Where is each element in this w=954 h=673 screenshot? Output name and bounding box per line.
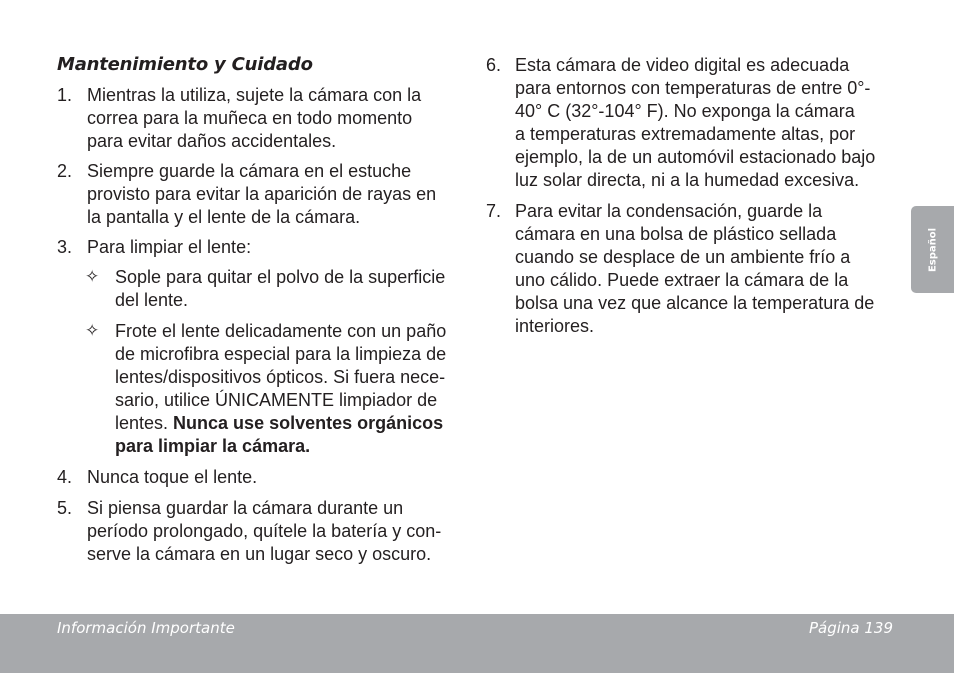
item-number: 2. — [57, 161, 73, 181]
text-line: cuando se desplace de un ambiente frío a — [515, 247, 851, 267]
item-number: 7. — [486, 201, 502, 221]
text-line: Frote el lente delicadamente con un paño — [115, 321, 447, 341]
sub-item-text — [115, 320, 472, 458]
text-line: período prolongado, quítele la batería y con- — [87, 521, 442, 541]
text-line: luz solar directa, ni a la humedad excesiva. — [515, 170, 860, 190]
text-line: lentes/dispositivos ópticos. Si fuera nece- — [115, 367, 446, 387]
text-line: del lente. — [115, 290, 189, 310]
language-tab — [911, 206, 954, 293]
text-normal: lentes. — [115, 413, 174, 433]
text-line: Mientras la utiliza, sujete la cámara con la — [87, 85, 422, 105]
text-line: para entornos con temperaturas de entre 0°- — [515, 78, 871, 98]
text-line: bolsa una vez que alcance la temperatura de — [515, 293, 875, 313]
text-line: Para evitar la condensación, guarde la — [515, 201, 823, 221]
warning-text: para limpiar la cámara. — [115, 436, 311, 456]
text-line: provisto para evitar la aparición de rayas en — [87, 184, 437, 204]
sparkle-bullet-icon: ✧ — [85, 321, 100, 341]
text-line: la pantalla y el lente de la cámara. — [87, 207, 361, 227]
text-line: sario, utilice ÚNICAMENTE limpiador de — [115, 390, 438, 410]
footer-section-title: Información Importante — [57, 619, 235, 637]
footer-bar — [0, 614, 954, 673]
text-line: para evitar daños accidentales. — [87, 131, 337, 151]
text-line — [115, 412, 472, 435]
language-tab-label: Español — [927, 227, 938, 272]
text-line: Sople para quitar el polvo de la superficie — [115, 267, 446, 287]
item-number: 1. — [57, 85, 73, 105]
text-line: de microfibra especial para la limpieza de — [115, 344, 447, 364]
warning-text: Nunca use solventes orgánicos — [173, 413, 444, 433]
text-line: cámara en una bolsa de plástico sellada — [515, 224, 837, 244]
text-line: serve la cámara en un lugar seco y oscuro. — [87, 544, 432, 564]
item-text — [515, 54, 901, 192]
section-heading: Mantenimiento y Cuidado — [57, 54, 313, 75]
item-number: 3. — [57, 237, 73, 257]
text-line: Esta cámara de video digital es adecuada — [515, 55, 850, 75]
text-line: 40° C (32°-104° F). No exponga la cámara — [515, 101, 855, 121]
text-line: Si piensa guardar la cámara durante un — [87, 498, 404, 518]
text-line: correa para la muñeca en todo momento — [87, 108, 413, 128]
item-text — [87, 84, 472, 153]
item-text — [87, 160, 472, 229]
text-line: a temperaturas extremadamente altas, por — [515, 124, 856, 144]
item-text — [87, 236, 472, 259]
footer-page-number: Página 139 — [808, 619, 893, 637]
item-text — [87, 466, 472, 489]
text-line: Siempre guarde la cámara en el estuche — [87, 161, 412, 181]
text-line: uno cálido. Puede extraer la cámara de la — [515, 270, 849, 290]
text-line: Nunca toque el lente. — [87, 467, 258, 487]
item-number: 4. — [57, 467, 73, 487]
item-number: 5. — [57, 498, 73, 518]
sparkle-bullet-icon: ✧ — [85, 267, 100, 287]
text-line: ejemplo, la de un automóvil estacionado bajo — [515, 147, 876, 167]
text-line: interiores. — [515, 316, 595, 336]
sub-item-text — [115, 266, 472, 312]
text-line: Para limpiar el lente: — [87, 237, 252, 257]
item-text — [515, 200, 901, 338]
item-text — [87, 497, 472, 566]
item-number: 6. — [486, 55, 502, 75]
